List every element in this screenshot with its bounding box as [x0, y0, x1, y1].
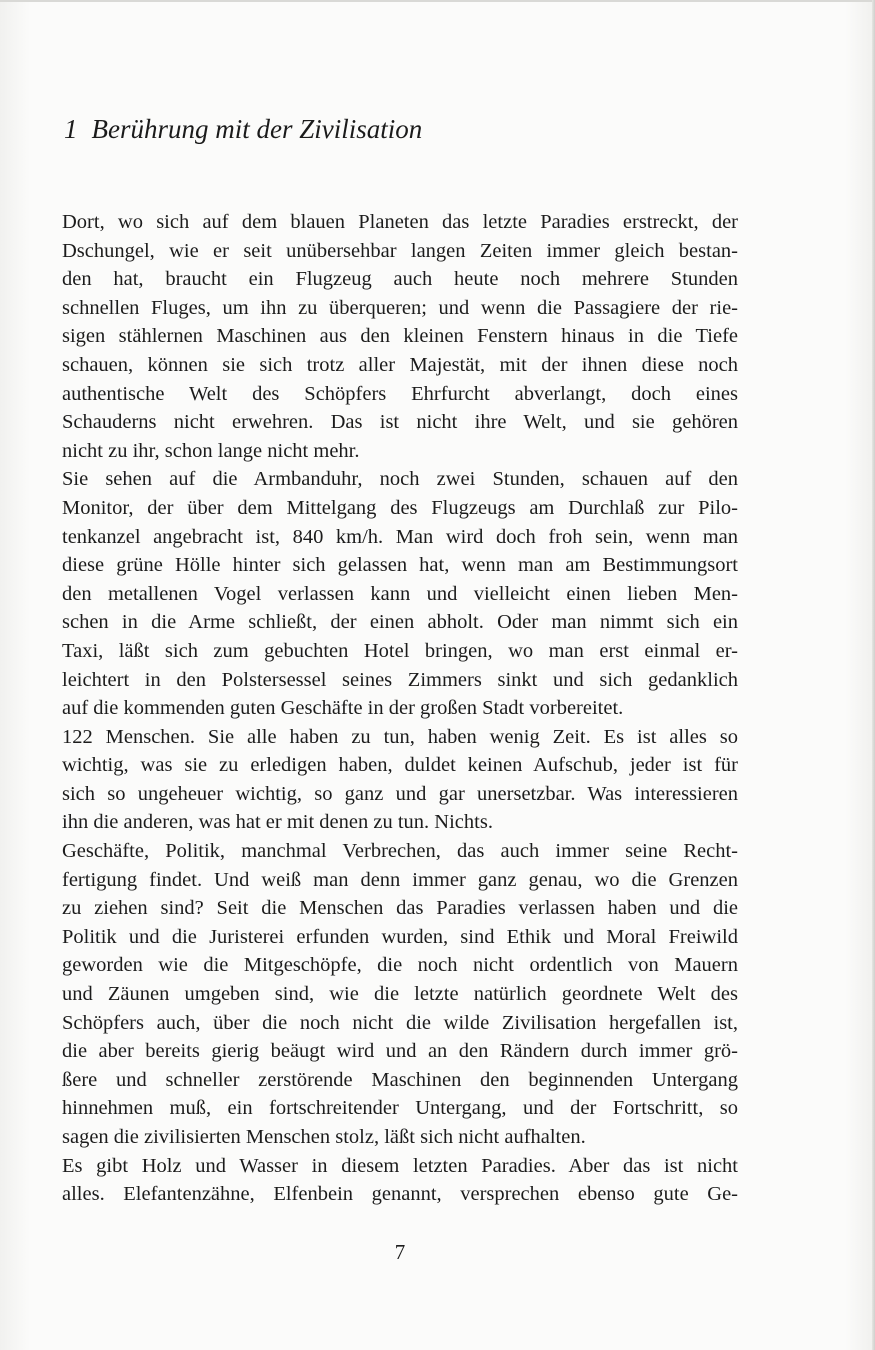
text-line: Es gibt Holz und Wasser in diesem letzten Paradies. Aber das ist nicht — [62, 1154, 738, 1177]
page-number: 7 — [394, 1240, 406, 1264]
text-line: Politik und die Juristerei erfunden wurden, sind Ethik und Moral Freiwild — [62, 925, 738, 948]
text-line: tenkanzel angebracht ist, 840 km/h. Man wird doch froh sein, wenn man — [62, 525, 738, 548]
text-line: und Zäunen umgeben sind, wie die letzte natürlich geordnete Welt des — [62, 983, 738, 1006]
page-top-edge — [0, 0, 875, 2]
text-line: wichtig, was sie zu erledigen haben, duldet keinen Aufschub, jeder ist für — [62, 754, 738, 777]
text-line: schnellen Fluges, um ihn zu überqueren; und wenn die Passagiere der rie- — [62, 296, 738, 319]
text-line: ihn die anderen, was hat er mit denen zu tun. Nichts. — [62, 811, 493, 834]
chapter-title: Berührung mit der Zivilisation — [91, 114, 423, 144]
text-line: Monitor, der über dem Mittelgang des Flugzeugs am Durchlaß zur Pilo- — [62, 496, 738, 519]
text-line: sich so ungeheuer wichtig, so ganz und gar unersetzbar. Was interessieren — [62, 782, 738, 805]
text-line: ßere und schneller zerstörende Maschinen den beginnenden Untergang — [62, 1068, 738, 1091]
chapter-number: 1 — [64, 114, 78, 144]
text-line: zu ziehen sind? Seit die Menschen das Paradies verlassen haben und die — [62, 897, 738, 920]
text-line: fertigung findet. Und weiß man denn immer ganz genau, wo die Grenzen — [62, 868, 738, 891]
body-text — [62, 208, 738, 1209]
text-line: auf die kommenden guten Geschäfte in der großen Stadt vorbereitet. — [62, 697, 624, 720]
text-line: schen in die Arme schließt, der einen abholt. Oder man nimmt sich ein — [62, 611, 738, 634]
text-line: schauen, können sie sich trotz aller Majestät, mit der ihnen diese noch — [62, 353, 738, 376]
text-line: sagen die zivilisierten Menschen stolz, läßt sich nicht aufhalten. — [62, 1126, 586, 1148]
text-line: die aber bereits gierig beäugt wird und an den Rändern durch immer grö- — [62, 1040, 738, 1063]
text-line: hinnehmen muß, ein fortschreitender Untergang, und der Fortschritt, so — [62, 1097, 738, 1120]
text-line: Dschungel, wie er seit unübersehbar langen Zeiten immer gleich bestan- — [62, 239, 738, 262]
text-line: Schöpfers auch, über die noch nicht die wilde Zivilisation hergefallen ist, — [62, 1011, 738, 1034]
text-line: den hat, braucht ein Flugzeug auch heute noch mehrere Stunden — [62, 268, 738, 291]
text-line: authentische Welt des Schöpfers Ehrfurcht abverlangt, doch eines — [62, 382, 738, 405]
text-line: diese grüne Hölle hinter sich gelassen hat, wenn man am Bestimmungsort — [62, 554, 738, 577]
text-line: alles. Elefantenzähne, Elfenbein genannt, versprechen ebenso gute Ge- — [62, 1183, 738, 1206]
text-line: geworden wie die Mitgeschöpfe, die noch nicht ordentlich von Mauern — [62, 954, 738, 977]
text-line: nicht zu ihr, schon lange nicht mehr. — [62, 439, 360, 462]
text-line: Geschäfte, Politik, manchmal Verbrechen, das auch immer seine Recht- — [62, 840, 738, 863]
text-line: Dort, wo sich auf dem blauen Planeten das letzte Paradies erstreckt, der — [62, 211, 738, 233]
chapter-heading — [64, 114, 422, 145]
text-line: sigen stählernen Maschinen aus den kleinen Fenstern hinaus in die Tiefe — [62, 325, 738, 348]
text-line: den metallenen Vogel verlassen kann und vielleicht einen lieben Men- — [62, 582, 738, 605]
text-line: Sie sehen auf die Armbanduhr, noch zwei Stunden, schauen auf den — [62, 468, 738, 491]
text-line: Schauderns nicht erwehren. Das ist nicht ihre Welt, und sie gehören — [62, 411, 738, 434]
text-line: 122 Menschen. Sie alle haben zu tun, haben wenig Zeit. Es ist alles so — [62, 725, 738, 748]
text-line: Taxi, läßt sich zum gebuchten Hotel bringen, wo man erst einmal er- — [62, 639, 738, 662]
text-line: leichtert in den Polstersessel seines Zimmers sinkt und sich gedanklich — [62, 668, 738, 691]
